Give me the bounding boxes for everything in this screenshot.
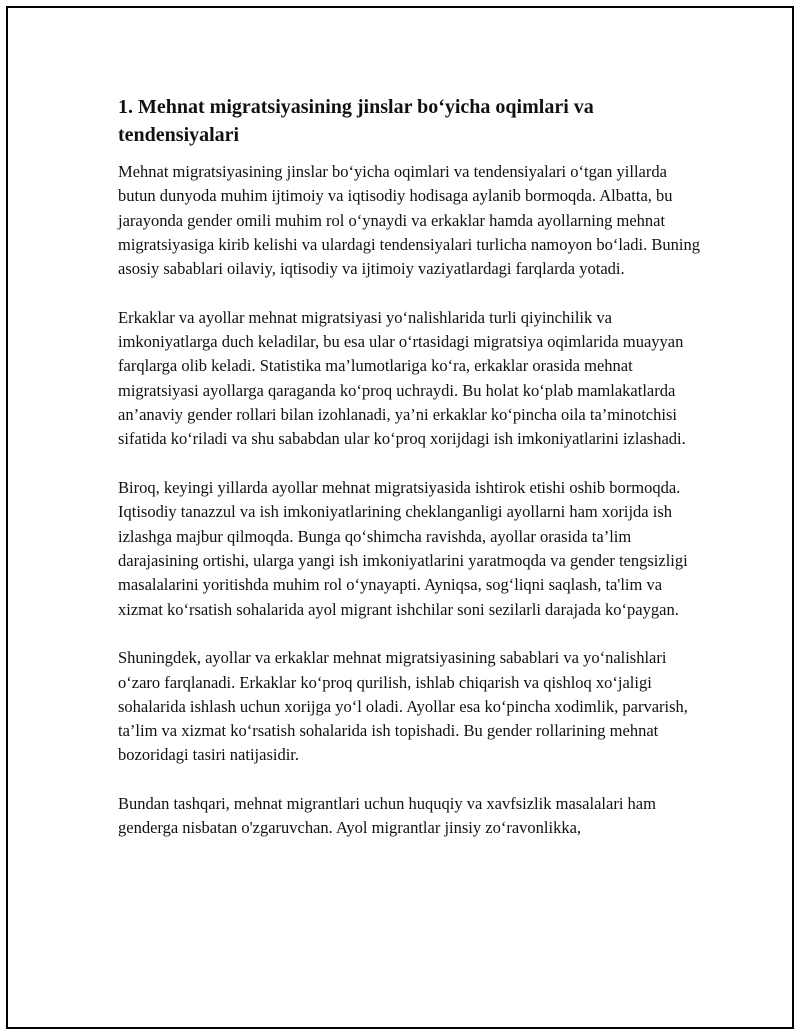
paragraph-3: Biroq, keyingi yillarda ayollar mehnat migratsiyasida ishtirok etishi oshib bormoqda. Iqtisodiy tanazzul va ish imkoniyatlarining cheklanganligi ayollarni ham xorijda ish izlashga majbur qilmoqda. Bunga qo‘shimcha ravishda, ayollar orasida ta’lim darajasining ortishi, ularga yangi ish imkoniyatlarini yaratmoqda va gender tengsizligi masalalarini yoritishda muhim rol o‘ynayapti. Ayniqsa, sog‘liqni saqlash, ta'lim va xizmat ko‘rsatish sohalarida ayol migrant ishchilar soni sezilarli darajada ko‘paygan. xyxy=(118,478,688,619)
paragraph-1: Mehnat migratsiyasining jinslar bo‘yicha oqimlari va tendensiyalari o‘tgan yillarda butun dunyoda muhim ijtimoiy va iqtisodiy hodisaga aylanib bormoqda. Albatta, bu jarayonda gender omili muhim rol o‘ynaydi va erkaklar hamda ayollarning mehnat migratsiyasiga kirib kelishi va ulardagi tendensiyalari turlicha namoyon bo‘ladi. Buning asosiy sabablari oilaviy, iqtisodiy va ijtimoiy vaziyatlardagi farqlarda yotadi. xyxy=(118,162,700,279)
document-page xyxy=(6,6,794,1029)
paragraph-5: Bundan tashqari, mehnat migrantlari uchun huquqiy va xavfsizlik masalalari ham genderga nisbatan o'zgaruvchan. Ayol migrantlar jinsiy zo‘ravonlikka, xyxy=(118,794,656,838)
section-heading: 1. Mehnat migratsiyasining jinslar bo‘yicha oqimlari va tendensiyalari xyxy=(118,96,594,146)
paragraph-4: Shuningdek, ayollar va erkaklar mehnat migratsiyasining sabablari va yo‘nalishlari o‘zaro farqlanadi. Erkaklar ko‘proq qurilish, ishlab chiqarish va qishloq xo‘jaligi sohalarida ishlash uchun xorijga yo‘l oladi. Ayollar esa ko‘pincha xodimlik, parvarish, ta’lim va xizmat ko‘rsatish sohalarida ish topishadi. Bu gender rollarining mehnat bozoridagi tasiri natijasidir. xyxy=(118,648,688,765)
document-body xyxy=(118,93,700,865)
paragraph-2: Erkaklar va ayollar mehnat migratsiyasi yo‘nalishlarida turli qiyinchilik va imkoniyatlarga duch keladilar, bu esa ular o‘rtasidagi migratsiya oqimlarida muayyan farqlarga olib keladi. Statistika ma’lumotlariga ko‘ra, erkaklar orasida mehnat migratsiyasi ayollarga qaraganda ko‘proq uchraydi. Bu holat ko‘plab mamlakatlarda an’anaviy gender rollari bilan izohlanadi, ya’ni erkaklar ko‘pincha oila ta’minotchisi sifatida ko‘riladi va shu sababdan ular ko‘proq xorijdagi ish imkoniyatlarini izlashadi. xyxy=(118,307,686,449)
